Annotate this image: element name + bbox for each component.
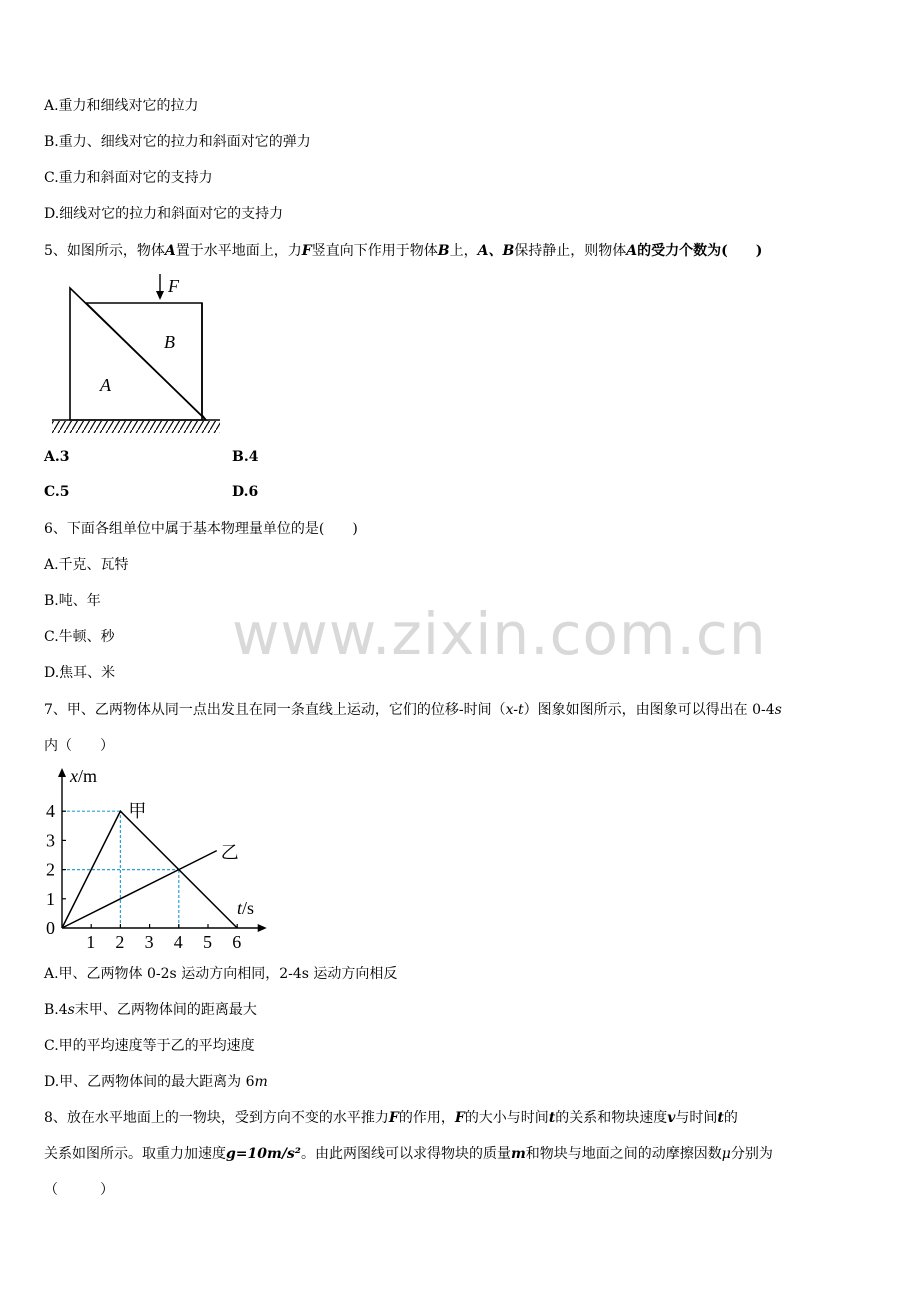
y-tick-label-4: 4 <box>46 801 55 822</box>
q5-option-d: D.6 <box>232 484 259 500</box>
label-f: F <box>168 276 179 296</box>
series-label-jia: 甲 <box>128 801 147 822</box>
x-tick-label-1: 1 <box>86 932 96 950</box>
origin-label: 0 <box>46 918 55 938</box>
series-label-yi: 乙 <box>220 842 239 863</box>
label-a: A <box>100 375 111 395</box>
watermark: www.zixin.com.cn <box>232 600 767 668</box>
x-tick-label-2: 2 <box>115 932 125 950</box>
q7-stem-line2: 内（ ） <box>44 738 114 754</box>
q6-option-d: D.焦耳、米 <box>44 665 116 681</box>
q7-option-b: B.4s末甲、乙两物体间的距离最大 <box>44 1002 257 1018</box>
q7-option-c: C.甲的平均速度等于乙的平均速度 <box>44 1038 255 1054</box>
y-tick-label-2: 2 <box>46 859 55 880</box>
q6-stem: 6、下面各组单位中属于基本物理量单位的是( ) <box>44 521 358 537</box>
q4-option-d: D.细线对它的拉力和斜面对它的支持力 <box>44 206 284 222</box>
q5-figure <box>48 270 224 438</box>
label-b: B <box>164 332 175 352</box>
x-tick-label-4: 4 <box>173 932 183 950</box>
q6-option-b: B.吨、年 <box>44 593 101 609</box>
q8-stem-line1: 8、放在水平地面上的一物块，受到方向不变的水平推力F的作用，F的大小与时间t的关系和物块速度v与时间t的 <box>44 1110 738 1126</box>
x-tick-label-6: 6 <box>232 932 242 950</box>
y-tick-label-3: 3 <box>46 830 55 851</box>
q5-stem: 5、如图所示，物体A置于水平地面上，力F竖直向下作用于物体B上，A、B保持静止，则物体A的受力个数为( ) <box>44 243 763 259</box>
y-axis-arrow <box>58 768 66 777</box>
q5-option-a: A.3 <box>44 449 70 465</box>
q8-stem-line2: 关系如图所示。取重力加速度g=10m/s²。由此两图线可以求得物块的质量m和物块与地面之间的动摩擦因数μ分别为 <box>44 1146 773 1162</box>
q5-option-b: B.4 <box>232 449 259 465</box>
q4-option-a: A.重力和细线对它的拉力 <box>44 98 199 114</box>
q5-option-c: C.5 <box>44 484 70 500</box>
xt-chart <box>40 766 290 950</box>
y-tick-label-1: 1 <box>46 888 55 909</box>
block-b-shape <box>86 303 206 420</box>
ground-hatch <box>52 421 220 433</box>
q7-option-d: D.甲、乙两物体间的最大距离为 6m <box>44 1074 268 1090</box>
y-axis-label: x/m <box>70 766 98 786</box>
x-tick-label-3: 3 <box>144 932 154 950</box>
q8-stem-line3: （ ） <box>44 1182 114 1198</box>
x-tick-label-5: 5 <box>203 932 212 950</box>
q4-option-b: B.重力、细线对它的拉力和斜面对它的弹力 <box>44 134 311 150</box>
x-axis-label: t/s <box>237 898 255 918</box>
q7-option-a: A.甲、乙两物体 0-2s 运动方向相同，2-4s 运动方向相反 <box>44 966 398 982</box>
series-line-yi <box>62 851 217 928</box>
q6-option-c: C.牛顿、秒 <box>44 629 115 645</box>
q6-option-a: A.千克、瓦特 <box>44 557 129 573</box>
q7-stem-line1: 7、甲、乙两物体从同一点出发且在同一条直线上运动，它们的位移-时间（x-t）图象如图所示，由图象可以得出在 0-4s <box>44 702 782 718</box>
x-axis-arrow <box>258 924 267 932</box>
q4-option-c: C.重力和斜面对它的支持力 <box>44 170 213 186</box>
